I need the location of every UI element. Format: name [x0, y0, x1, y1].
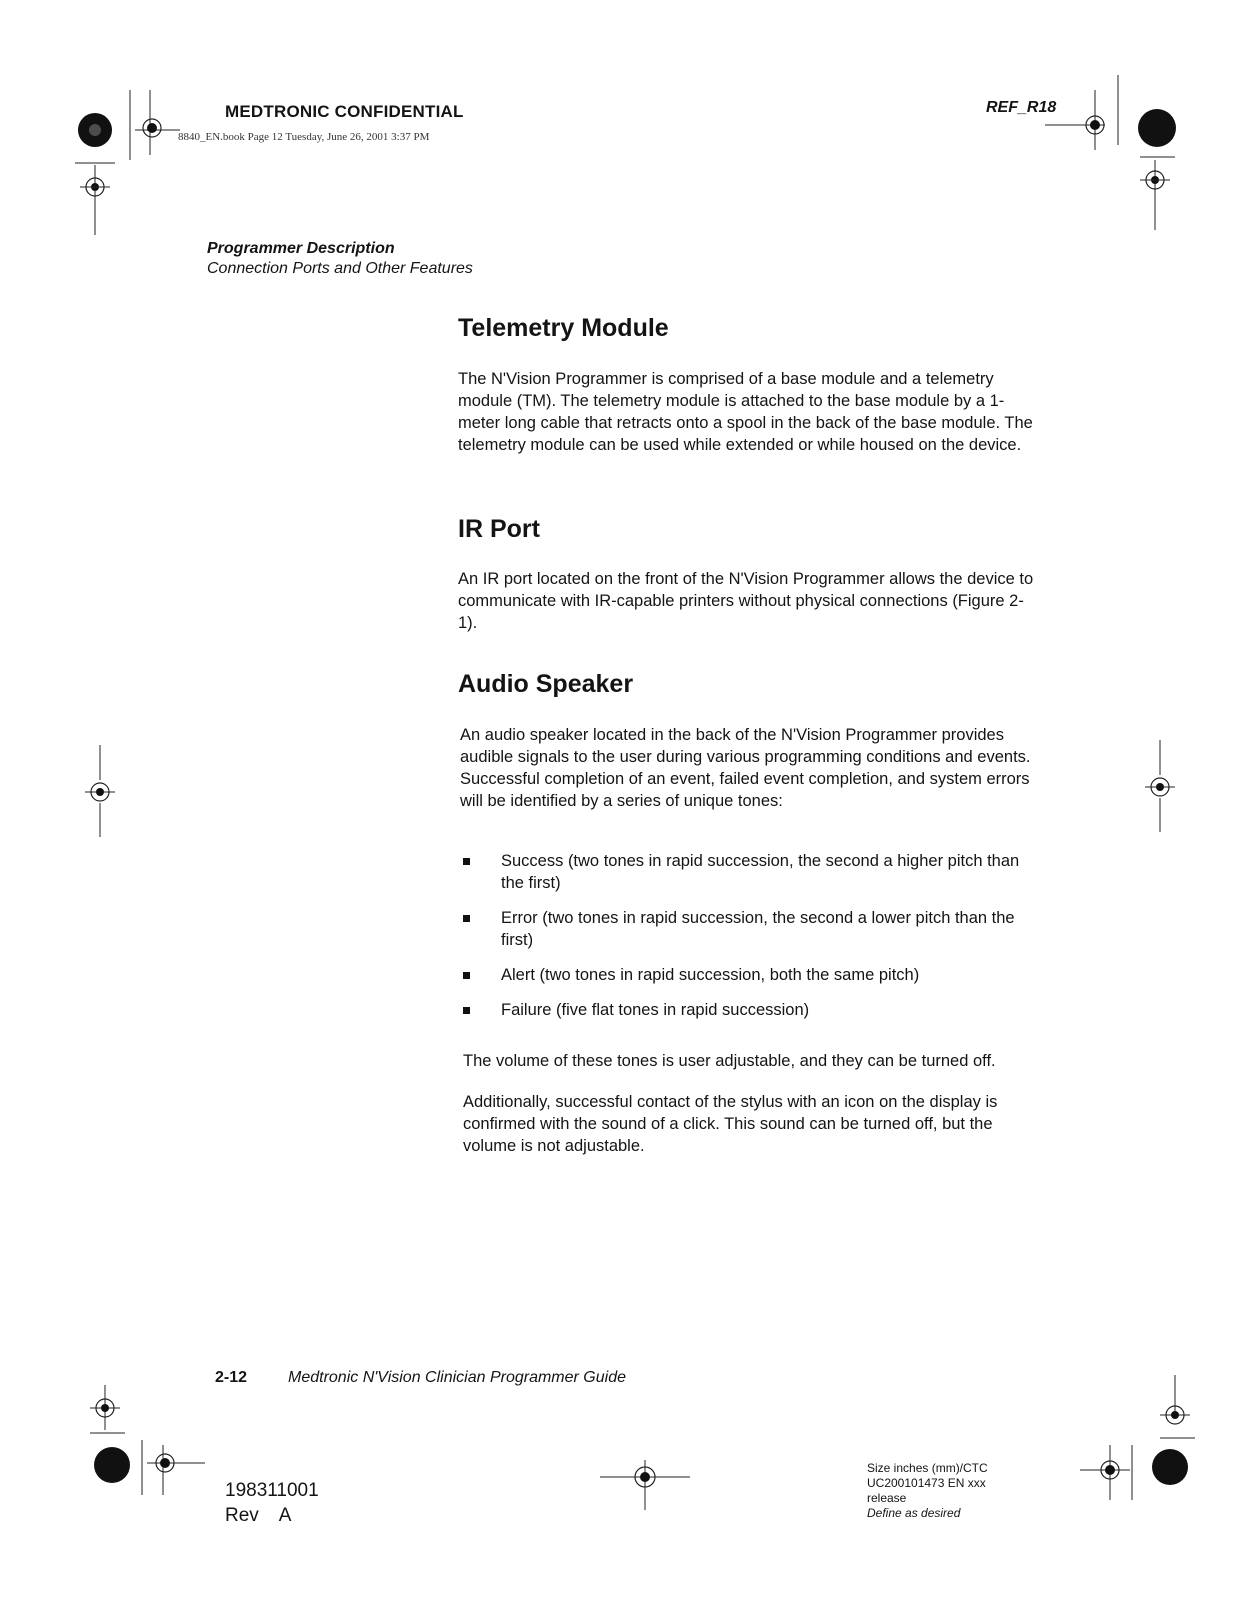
spec-line: release [867, 1491, 907, 1505]
spec-line: UC200101473 EN xxx [867, 1476, 986, 1490]
list-item: Error (two tones in rapid succession, the second a lower pitch than the first) [463, 907, 1043, 951]
section-title: Programmer Description [207, 240, 395, 257]
tone-list [463, 850, 1043, 1034]
bullet-square-icon [463, 972, 470, 979]
crop-mark-bottom-center-icon [600, 1455, 690, 1515]
crop-mark-bottom-right-icon [1080, 1375, 1200, 1515]
page-number: 2-12 [215, 1369, 248, 1386]
telemetry-heading: Telemetry Module [458, 314, 669, 342]
crop-mark-top-left-icon [70, 85, 190, 245]
document-number: 198311001 [225, 1480, 319, 1501]
ir-port-heading: IR Port [458, 515, 540, 543]
bullet-square-icon [463, 915, 470, 922]
ir-port-paragraph: An IR port located on the front of the N'Vision Programmer allows the device to communicate with IR-capable printers without physical connections (Figure 2-1). [458, 570, 1034, 632]
crop-mark-left-middle-icon [85, 745, 125, 840]
reference-code: REF_R18 [986, 99, 1057, 116]
spec-line: Size inches (mm)/CTC [867, 1461, 988, 1475]
book-info: 8840_EN.book Page 12 Tuesday, June 26, 2001 3:37 PM [178, 131, 430, 143]
crop-mark-right-middle-icon [1145, 740, 1185, 835]
revision [225, 1505, 291, 1527]
revision-label: Rev [225, 1505, 259, 1526]
section-subtitle: Connection Ports and Other Features [207, 260, 473, 277]
list-item: Failure (five flat tones in rapid succession) [463, 999, 1043, 1021]
audio-speaker-paragraph: An audio speaker located in the back of the N'Vision Programmer provides audible signals to the user during various programming conditions and events. Successful completion of an event, failed event completion, and system errors will be identified by a series of unique tones: [460, 726, 1031, 810]
revision-value: A [278, 1505, 292, 1526]
guide-title: Medtronic N'Vision Clinician Programmer Guide [288, 1369, 626, 1386]
crop-mark-top-right-icon [1045, 75, 1195, 235]
stylus-paragraph: Additionally, successful contact of the stylus with an icon on the display is confirmed with the sound of a click. This sound can be turned off, but the volume is not adjustable. [463, 1093, 998, 1155]
crop-mark-bottom-left-icon [85, 1385, 205, 1515]
spec-line: Define as desired [867, 1506, 961, 1520]
audio-speaker-heading: Audio Speaker [458, 670, 634, 698]
list-item: Alert (two tones in rapid succession, both the same pitch) [463, 964, 1043, 986]
volume-paragraph: The volume of these tones is user adjustable, and they can be turned off. [463, 1052, 996, 1070]
confidential-label: MEDTRONIC CONFIDENTIAL [225, 102, 464, 121]
bullet-square-icon [463, 858, 470, 865]
list-item: Success (two tones in rapid succession, the second a higher pitch than the first) [463, 850, 1043, 894]
bullet-square-icon [463, 1007, 470, 1014]
telemetry-paragraph: The N'Vision Programmer is comprised of a base module and a telemetry module (TM). The telemetry module is attached to the base module by a 1-meter long cable that retracts onto a spool in the back of the base module. The telemetry module can be used while extended or while housed on the device. [458, 370, 1033, 454]
